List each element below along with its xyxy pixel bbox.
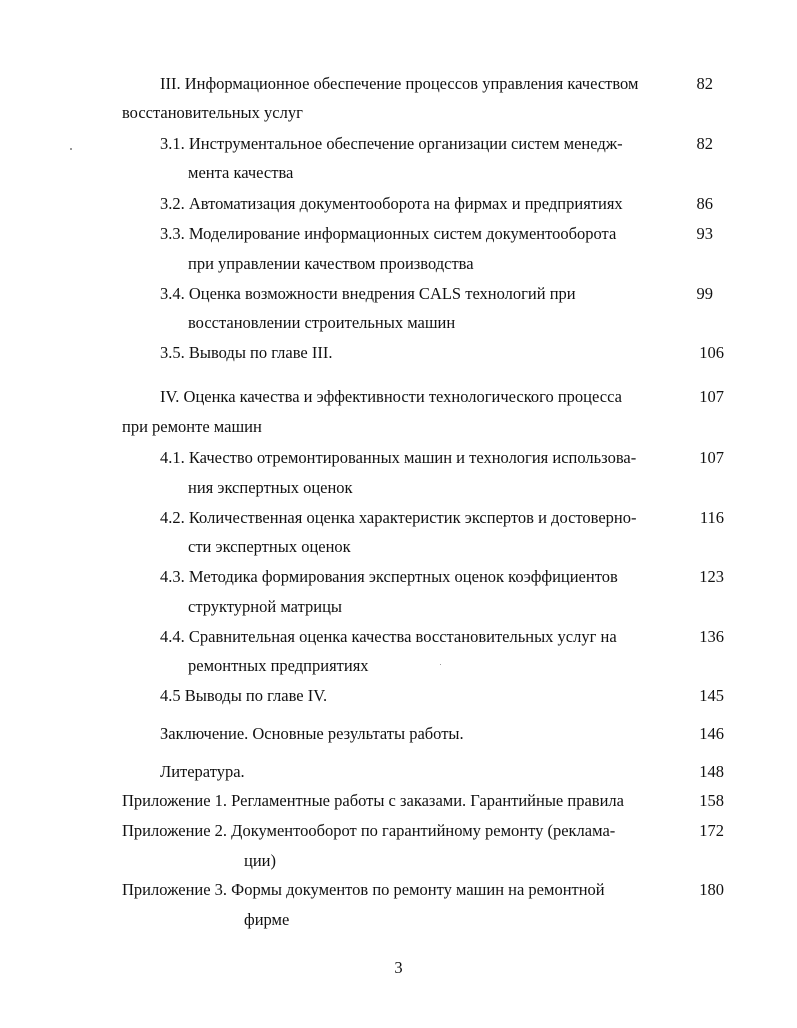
toc-entry-text: восстановлении строительных машин [188, 313, 456, 332]
toc-entry-text: Приложение 3. Формы документов по ремонту машин на ремонтной [122, 880, 605, 899]
page-number: 3 [394, 958, 403, 977]
toc-entry-text: фирме [244, 910, 290, 929]
toc-entry-text: 4.2. Количественная оценка характеристик экспертов и достоверно- [160, 508, 637, 527]
toc-entry-text: 3.1. Инструментальное обеспечение организации систем менедж- [160, 134, 623, 153]
toc-entry-text: ремонтных предприятиях [188, 656, 369, 675]
toc-entry-text: Заключение. Основные результаты работы. [160, 724, 464, 743]
toc-entry-text: ния экспертных оценок [188, 478, 353, 497]
toc-entry-text: 3.3. Моделирование информационных систем документооборота [160, 224, 617, 243]
toc-page-number: 99 [696, 284, 713, 303]
scan-speck [70, 148, 72, 150]
toc-page-number: 107 [699, 387, 724, 406]
toc-entry-text: ции) [244, 851, 276, 870]
toc-page-number: 123 [699, 567, 724, 586]
toc-page-number: 158 [699, 791, 724, 810]
toc-entry-text: 4.3. Методика формирования экспертных оценок коэффициентов [160, 567, 618, 586]
toc-page-number: 146 [699, 724, 724, 743]
toc-page-number: 116 [699, 508, 724, 527]
toc-entry-text: 3.2. Автоматизация документооборота на фирмах и предприятиях [160, 194, 623, 213]
toc-entry-text: III. Информационное обеспечение процессов управления качеством [160, 74, 639, 93]
toc-page-number: 180 [699, 880, 724, 899]
toc-page-number: 145 [699, 686, 724, 705]
toc-page-number: 82 [696, 134, 713, 153]
toc-page-number: 93 [696, 224, 713, 243]
toc-page-number: 172 [699, 821, 724, 840]
toc-entry-text: 4.1. Качество отремонтированных машин и технология использова- [160, 448, 637, 467]
toc-entry-text: 4.5 Выводы по главе IV. [160, 686, 328, 705]
toc-entry-text: при управлении качеством производства [188, 254, 474, 273]
toc-entry-text: IV. Оценка качества и эффективности технологического процесса [160, 387, 622, 406]
toc-page-number: 136 [699, 627, 724, 646]
toc-page-number: 148 [699, 762, 724, 781]
toc-entry-text: 4.4. Сравнительная оценка качества восстановительных услуг на [160, 627, 617, 646]
toc-entry-text: структурной матрицы [188, 597, 342, 616]
toc-entry-text: Приложение 2. Документооборот по гарантийному ремонту (реклама- [122, 821, 616, 840]
scan-speck [440, 664, 441, 665]
toc-page-number: 82 [696, 74, 713, 93]
toc-entry-text: Приложение 1. Регламентные работы с заказами. Гарантийные правила [122, 791, 624, 810]
toc-entry-text: мента качества [188, 163, 294, 182]
toc-page-number: 106 [699, 343, 724, 362]
toc-entry-text: восстановительных услуг [122, 103, 303, 122]
toc-page-number: 86 [696, 194, 713, 213]
toc-entry-text: 3.5. Выводы по главе III. [160, 343, 333, 362]
toc-entry-text: Литература. [160, 762, 245, 781]
toc-entry-text: сти экспертных оценок [188, 537, 351, 556]
toc-entry-text: 3.4. Оценка возможности внедрения CALS технологий при [160, 284, 576, 303]
toc-entry-text: при ремонте машин [122, 417, 262, 436]
toc-page-number: 107 [699, 448, 724, 467]
